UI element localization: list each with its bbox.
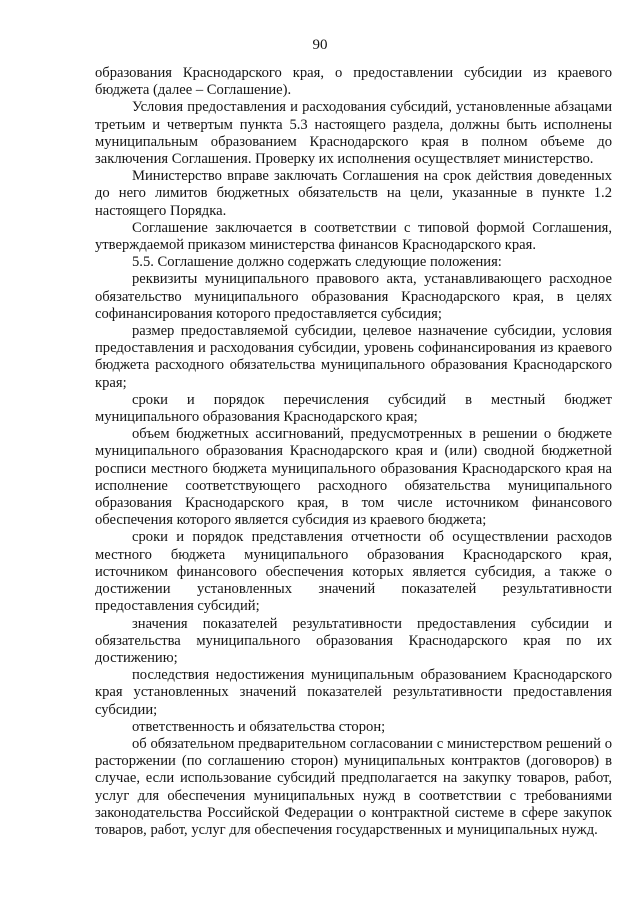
paragraph-item: последствия недостижения муниципальным образованием Краснодарского края установленных значений показателей результативности предоставления субсидии; xyxy=(95,667,612,718)
paragraph-conditions: Условия предоставления и расходования субсидий, установленные абзацами третьим и четвертым пункта 5.3 настоящего раздела, должны быть исполнены муниципальным образованием Краснодарского края в полном объеме до заключения Соглашения. Проверку их исполнения осуществляет министерство. xyxy=(95,99,612,168)
paragraph-item: объем бюджетных ассигнований, предусмотренных в решении о бюджете муниципального образования Краснодарского края и (или) сводной бюджетной росписи местного бюджета муниципального образования Краснодарского края на исполнение соответствующего расходного обязательства муниципального образования Краснодарского края, в том числе источником финансового обеспечения которого является субсидия из краевого бюджета; xyxy=(95,426,612,529)
paragraph-item: ответственность и обязательства сторон; xyxy=(132,718,386,735)
document-body xyxy=(95,65,612,839)
paragraph-standard-form: Соглашение заключается в соответствии с типовой формой Соглашения, утверждаемой приказом министерства финансов Краснодарского края. xyxy=(95,219,612,254)
paragraph-item: сроки и порядок представления отчетности об осуществлении расходов местного бюджета муниципального образования Краснодарского края, источником финансового обеспечения которых является субсидия, а также о достижении установленных значений показателей результативности предоставления субсидий; xyxy=(95,529,612,615)
paragraph-ministry-rights: Министерство вправе заключать Соглашения на срок действия доведенных до него лимитов бюджетных обязательств на цели, указанные в пункте 1.2 настоящего Порядка. xyxy=(95,168,612,219)
paragraph-continuation: образования Краснодарского края, о предоставлении субсидии из краевого бюджета (далее – Соглашение). xyxy=(95,65,612,99)
paragraph-item: об обязательном предварительном согласовании с министерством решений о расторжении (по соглашению сторон) муниципальных контрактов (договоров) в случае, если использование субсидий предполагается на закупку товаров, работ, услуг для обеспечения муниципальных нужд в соответствии с требованиями законодательства Российской Федерации о контрактной системе в сфере закупок товаров, работ, услуг для обеспечения государственных и муниципальных нужд. xyxy=(95,735,612,838)
paragraph-item: реквизиты муниципального правового акта, устанавливающего расходное обязательство муниципального образования Краснодарского края, в целях софинансирования которого предоставляется субсидия; xyxy=(95,271,612,322)
page-number: 90 xyxy=(312,37,328,53)
paragraph-item: размер предоставляемой субсидии, целевое назначение субсидии, условия предоставления и расходования субсидии, уровень софинансирования из краевого бюджета расходного обязательства муниципального образования Краснодарского края; xyxy=(95,323,612,391)
paragraph-item: значения показателей результативности предоставления субсидии и обязательства муниципального образования Краснодарского края по их достижению; xyxy=(95,615,612,666)
section-heading-5-5: 5.5. Соглашение должно содержать следующие положения: xyxy=(132,254,502,271)
paragraph-item: сроки и порядок перечисления субсидий в местный бюджет муниципального образования Краснодарского края; xyxy=(95,391,612,426)
